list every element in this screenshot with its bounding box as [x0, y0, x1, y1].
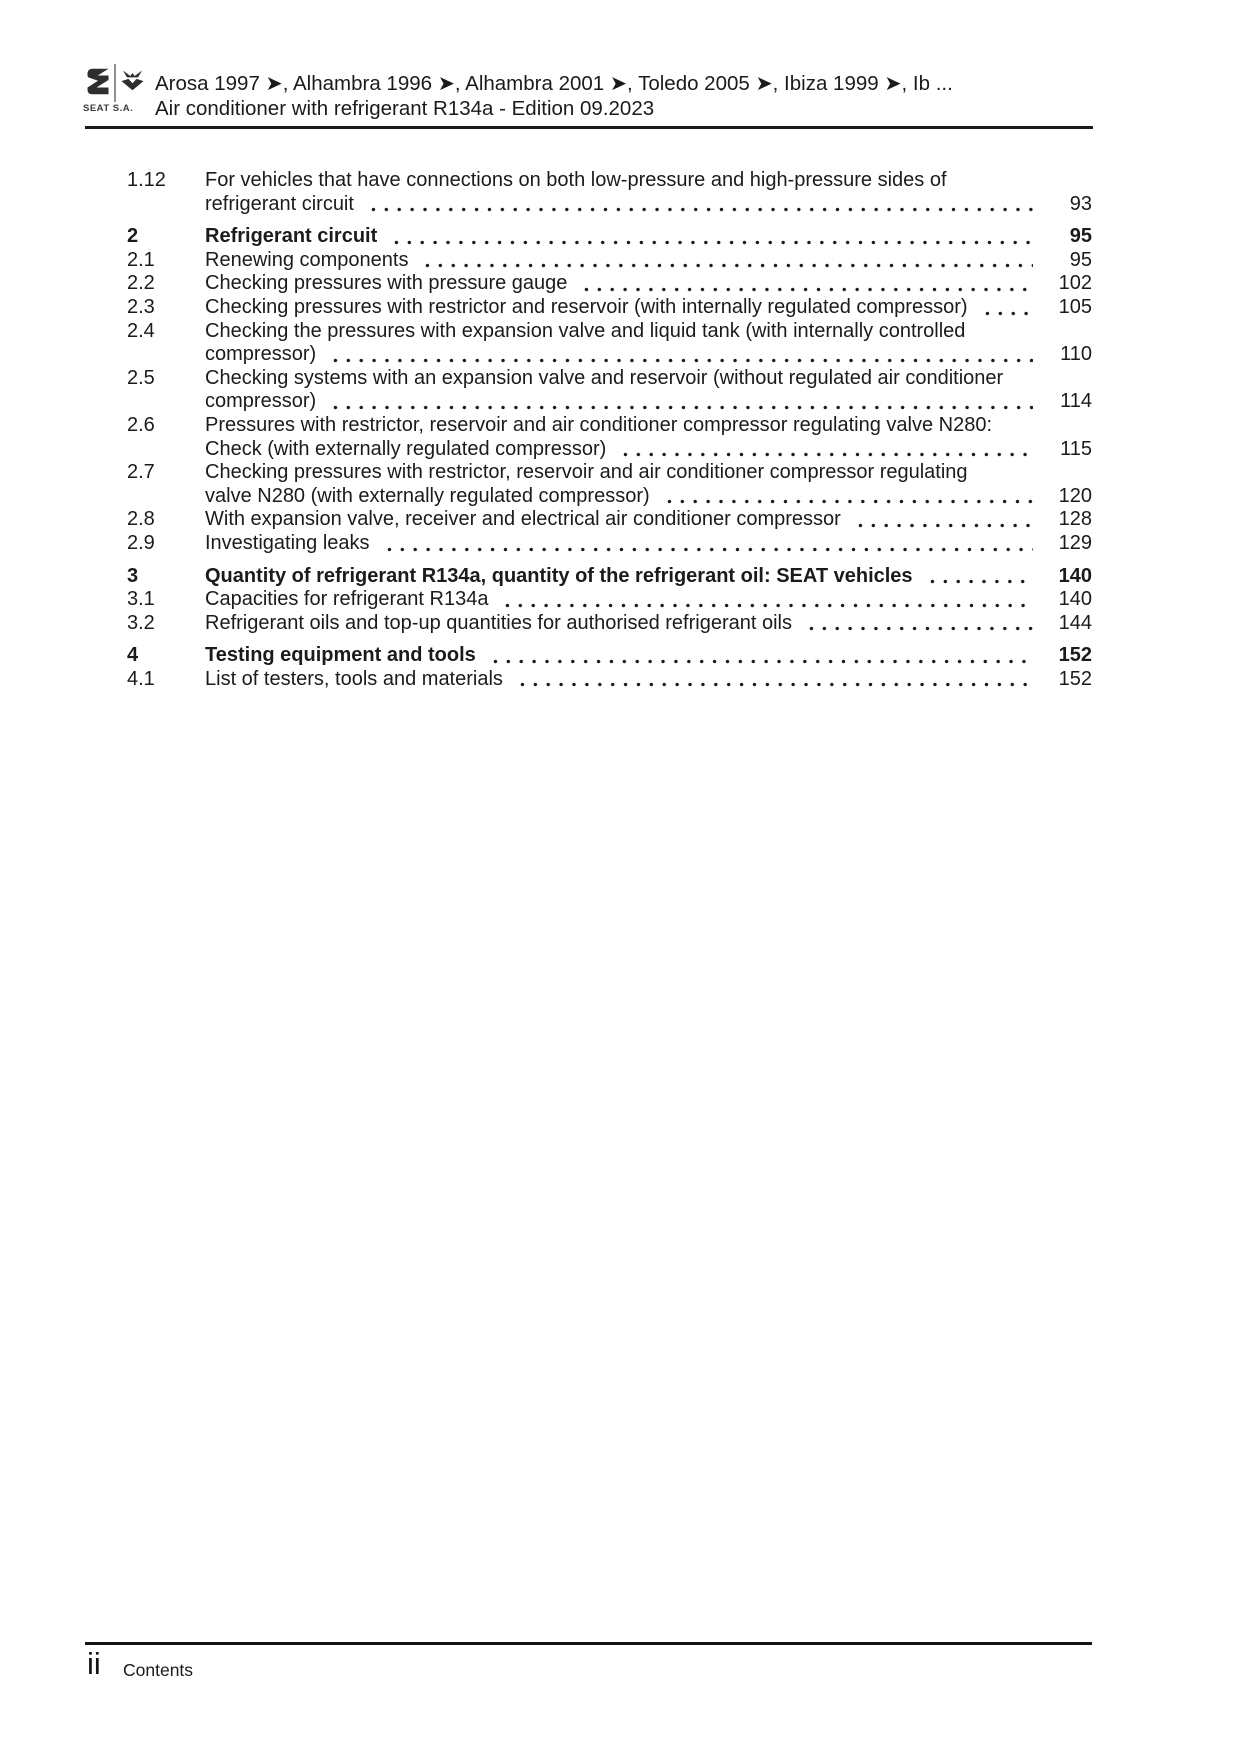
toc-title-last: refrigerant circuit [205, 192, 354, 215]
toc-page-number: 102 [1058, 272, 1092, 295]
dot-leader [805, 626, 1033, 631]
toc-row [127, 225, 1092, 249]
toc-title-last: Capacities for refrigerant R134a [205, 588, 489, 611]
toc-row [127, 320, 1092, 367]
toc-title-last: List of testers, tools and materials [205, 667, 503, 690]
toc-number: 2.4 [127, 319, 155, 342]
dot-leader [926, 579, 1033, 584]
toc-last-line [205, 612, 1092, 636]
toc-title-line: Checking systems with an expansion valve and reservoir (without regulated air conditioner [205, 366, 1004, 389]
toc-number: 2.2 [127, 272, 155, 295]
toc-page-number: 95 [1069, 225, 1092, 248]
toc-last-line [205, 272, 1092, 296]
dot-leader [580, 287, 1033, 292]
seat-logo-icon [86, 67, 110, 96]
toc-number: 2.3 [127, 295, 155, 318]
toc-row [127, 612, 1092, 636]
table-of-contents [127, 169, 1092, 691]
dot-leader [421, 263, 1033, 268]
toc-number: 2 [127, 225, 139, 248]
toc-page-number: 115 [1060, 437, 1092, 460]
dot-leader [981, 311, 1033, 316]
toc-row [127, 565, 1092, 589]
header-rule [85, 126, 1093, 129]
toc-row [127, 668, 1092, 692]
dot-leader [329, 358, 1033, 363]
toc-entry-main [205, 565, 1092, 589]
toc-page-number: 140 [1058, 588, 1092, 611]
toc-title-last: Refrigerant circuit [205, 225, 378, 248]
toc-title-last: Testing equipment and tools [205, 644, 476, 667]
toc-entry-main [205, 296, 1092, 320]
toc-entry-main [205, 367, 1092, 414]
toc-number: 3.2 [127, 611, 155, 634]
toc-number: 2.8 [127, 508, 155, 531]
toc-row [127, 644, 1092, 668]
toc-title-line: For vehicles that have connections on both low-pressure and high-pressure sides of [205, 169, 947, 191]
toc-row [127, 588, 1092, 612]
toc-last-line [205, 588, 1092, 612]
toc-last-line [205, 668, 1092, 692]
toc-title-last: valve N280 (with externally regulated compressor) [205, 484, 650, 507]
toc-title-line: Pressures with restrictor, reservoir and air conditioner compressor regulating valve N280: [205, 413, 993, 436]
toc-title-last: compressor) [205, 343, 317, 366]
toc-title-last: Investigating leaks [205, 531, 370, 554]
dot-leader [489, 659, 1033, 664]
dot-leader [516, 682, 1033, 687]
toc-entry-main [205, 644, 1092, 668]
toc-last-line [205, 485, 1092, 509]
dot-leader [619, 452, 1033, 457]
toc-page-number: 128 [1058, 508, 1092, 531]
toc-last-line [205, 508, 1092, 532]
toc-number: 3.1 [127, 588, 155, 611]
company-label: SEAT S.A. [83, 103, 134, 114]
toc-title-last: Checking pressures with pressure gauge [205, 272, 568, 295]
toc-last-line [205, 249, 1092, 273]
toc-row [127, 249, 1092, 273]
toc-entry-main [205, 461, 1092, 508]
dot-leader [663, 499, 1033, 504]
toc-row [127, 367, 1092, 414]
dot-leader [854, 523, 1033, 528]
toc-title-last: With expansion valve, receiver and electrical air conditioner compressor [205, 508, 841, 531]
toc-page-number: 140 [1058, 564, 1092, 587]
toc-title-last: Check (with externally regulated compressor) [205, 437, 607, 460]
header-text [155, 71, 953, 121]
toc-number: 3 [127, 564, 139, 587]
toc-entry-main [205, 169, 1092, 216]
dot-leader [329, 405, 1033, 410]
dot-leader [501, 603, 1033, 608]
toc-number: 2.7 [127, 461, 155, 484]
toc-row [127, 461, 1092, 508]
toc-entry-main [205, 249, 1092, 273]
toc-entry-main [205, 225, 1092, 249]
toc-page-number: 114 [1060, 390, 1092, 413]
toc-row [127, 508, 1092, 532]
toc-row [127, 272, 1092, 296]
header-models-line: Arosa 1997 ➤, Alhambra 1996 ➤, Alhambra 2001 ➤, Toledo 2005 ➤, Ibiza 1999 ➤, Ib ... [155, 72, 953, 95]
toc-row [127, 169, 1092, 216]
toc-last-line [205, 532, 1092, 556]
dot-leader [367, 207, 1033, 212]
toc-entry-main [205, 588, 1092, 612]
toc-last-line [205, 390, 1092, 414]
toc-page-number: 152 [1058, 644, 1092, 667]
dot-leader [390, 240, 1033, 245]
toc-title-last: Refrigerant oils and top-up quantities for authorised refrigerant oils [205, 611, 792, 634]
cupra-logo-icon [120, 66, 145, 94]
toc-number: 2.1 [127, 248, 155, 271]
toc-number: 1.12 [127, 169, 166, 191]
toc-entry-main [205, 414, 1092, 461]
toc-title-line: Checking the pressures with expansion valve and liquid tank (with internally controlled [205, 319, 966, 342]
toc-last-line [205, 343, 1092, 367]
brand-divider [114, 64, 116, 102]
toc-last-line [205, 438, 1092, 462]
dot-leader [383, 547, 1033, 552]
header-title-line: Air conditioner with refrigerant R134a - Edition 09.2023 [155, 97, 655, 120]
toc-number: 2.5 [127, 366, 155, 389]
toc-page-number: 105 [1058, 295, 1092, 318]
toc-number: 4.1 [127, 667, 155, 690]
toc-entry-main [205, 612, 1092, 636]
toc-title-last: Renewing components [205, 248, 409, 271]
toc-row [127, 296, 1092, 320]
toc-page-number: 144 [1058, 611, 1092, 634]
toc-last-line [205, 193, 1092, 217]
toc-page-number: 93 [1069, 192, 1092, 215]
footer-rule [85, 1642, 1092, 1645]
toc-title-last: Quantity of refrigerant R134a, quantity of the refrigerant oil: SEAT vehicles [205, 564, 913, 587]
toc-title-line: Checking pressures with restrictor, reservoir and air conditioner compressor regulating [205, 461, 968, 484]
footer-page-number: ii [87, 1646, 101, 1681]
toc-entry-main [205, 532, 1092, 556]
toc-last-line [205, 296, 1092, 320]
toc-number: 4 [127, 644, 139, 667]
toc-number: 2.6 [127, 413, 155, 436]
toc-page-number: 129 [1058, 531, 1092, 554]
toc-number: 2.9 [127, 531, 155, 554]
toc-title-last: compressor) [205, 390, 317, 413]
toc-page-number: 152 [1058, 667, 1092, 690]
toc-page-number: 95 [1069, 248, 1092, 271]
toc-last-line [205, 225, 1092, 249]
toc-title-last: Checking pressures with restrictor and reservoir (with internally regulated compressor) [205, 295, 968, 318]
toc-entry-main [205, 508, 1092, 532]
toc-entry-main [205, 272, 1092, 296]
footer-section-label: Contents [123, 1660, 194, 1680]
toc-row [127, 532, 1092, 556]
toc-entry-main [205, 668, 1092, 692]
toc-page-number: 120 [1058, 484, 1092, 507]
toc-entry-main [205, 320, 1092, 367]
toc-row [127, 414, 1092, 461]
toc-last-line [205, 644, 1092, 668]
toc-page-number: 110 [1060, 343, 1092, 366]
toc-last-line [205, 565, 1092, 589]
